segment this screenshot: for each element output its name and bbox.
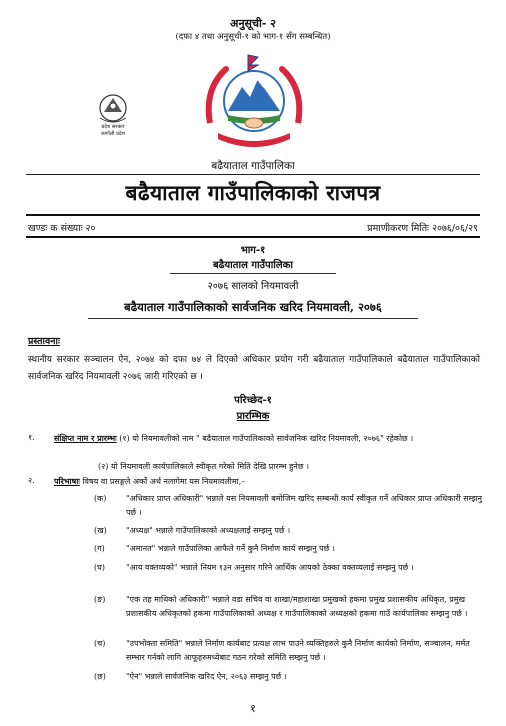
emblem-subcaption: कर्णाली प्रदेश	[101, 131, 125, 137]
meta-divider	[26, 236, 480, 238]
definition-label: (छ)	[94, 672, 106, 681]
section-1	[28, 432, 480, 458]
chapter-title: प्रारम्भिक	[236, 411, 270, 422]
section-1-number: १.	[28, 433, 35, 442]
definition-text: "एक तह माथिको अधिकारी" भन्नाले वडा सचिव वा शाखा/महाशाखा प्रमुखको हकमा प्रमुख प्रशासकीय अधिकृत, प्रमुख प्रशासकीय अधिकृतको हकमा गाउँपालिकाको अध्यक्ष र गाउँपालिकाको अध्यक्षको हकमा गाउँ कार्यपालिका सम्झनु पर्छ ।	[126, 595, 468, 618]
title-divider	[26, 214, 480, 216]
regulation-title: बढैयाताल गाउँपालिकाको सार्वजनिक खरिद नियमावली, २०७६	[124, 300, 382, 314]
year-title: २०७६ सालको नियमावली	[207, 281, 299, 292]
definition-label: (ख)	[94, 526, 107, 535]
definition-text: "अमानत" भन्नाले गाउँपालिका आफैले गर्ने कुनै निर्माण कार्य सम्झनु पर्छ ।	[126, 544, 335, 553]
preamble-body: स्थानीय सरकार सञ्चालन ऐन, २०७४ को दफा ७४ ले दिएको अधिकार प्रयोग गरी बढैयाताल गाउँपालिकाले बढैयाताल गाउँपालिकाको सार्वजनिक खरिद नियमावली २०७६ जारी गरिएको छ ।	[28, 355, 480, 382]
part-divider	[170, 273, 336, 274]
chapter-label: परिच्छेद-१	[234, 395, 272, 406]
municipality-name: बढैयाताल गाउँपालिका	[211, 160, 295, 172]
section-2-title: परिभाषाः	[54, 476, 80, 486]
regulation-underline	[88, 318, 418, 319]
section-number: खण्डः क संख्याः २०	[28, 223, 96, 234]
definition-text: "अध्यक्ष" भन्नाले गाउँपालिकाको अध्यक्षलाई सम्झनु पर्छ ।	[126, 526, 291, 535]
annex-title: अनुसूची- २	[230, 17, 276, 30]
definition-label: (ग)	[94, 544, 105, 553]
definition-label: (घ)	[94, 563, 105, 572]
section-1-clause-2: (२) यो नियमावली कार्यपालिकाले स्वीकृत गरेको मिति देखि प्रारम्भ हुनेछ ।	[98, 462, 310, 471]
section-2	[28, 475, 480, 489]
gazette-title: बढैयाताल गाउँपालिकाको राजपत्र	[125, 180, 381, 205]
definition-text: "उपभोक्ता समिति" भन्नाले निर्माण कार्यबाट प्रत्यक्ष लाभ पाउने व्यक्तिहरुले कुनै निर्माण कार्यको निर्माण, सञ्चालन, मर्मत सम्भार गर्नको लागि आफूहरुमध्येबाट गठन गरेको समिति सम्झनु पर्छ ।	[126, 639, 470, 662]
provincial-emblem	[90, 88, 136, 150]
definition-text: "आय वक्तव्यको" भन्नाले नियम १३न अनुसार गरिने आर्थिक आयको ठेक्का वक्तव्यलाई सम्झनु पर्छ ।	[126, 563, 414, 572]
header-divider	[26, 174, 480, 175]
part-municipality: बढैयाताल गाउँपालिका	[213, 260, 293, 271]
coat-of-arms	[196, 49, 312, 157]
section-2-text: विषय वा प्रसङ्गले अर्को अर्थ नलागेमा यस नियमावलीमा,–	[82, 477, 246, 486]
section-2-number: २.	[28, 476, 35, 485]
emblem-caption: प्रदेश सरकार	[101, 124, 125, 130]
definition-text: "ऐन" भन्नाले सार्वजनिक खरिद ऐन, २०६३ सम्झनु पर्छ ।	[126, 672, 287, 681]
certification-date: प्रमाणीकरण मितिः २०७६/०६/२९	[367, 223, 478, 234]
preamble-heading: प्रस्तावनाः	[28, 336, 60, 347]
annex-reference: (दफा ४ तथा अनुसूची-१ को भाग-१ सँग सम्बन्धित)	[175, 32, 331, 42]
definition-label: (क)	[94, 494, 107, 503]
page-number: १	[250, 702, 256, 715]
part-label: भाग-१	[240, 245, 266, 256]
section-1-text: (१) यो नियमावलीको नाम " बढैयाताल गाउँपालिकाको सार्वजनिक खरिद नियमावली, २०७६" रहेकोछ ।	[119, 434, 414, 443]
section-1-title: संक्षिप्त नाम र प्रारम्भः	[54, 433, 117, 443]
gazette-meta	[28, 221, 478, 234]
definition-label: (ङ)	[94, 595, 106, 604]
definition-text: "अधिकार प्राप्त अधिकारी" भन्नाले यस नियमावली बमोजिम खरिद सम्बन्धी कार्य स्वीकृत गर्ने अधिकार प्राप्त अधिकारी सम्झनु पर्छ ।	[126, 494, 482, 517]
definition-label: (च)	[94, 639, 106, 648]
